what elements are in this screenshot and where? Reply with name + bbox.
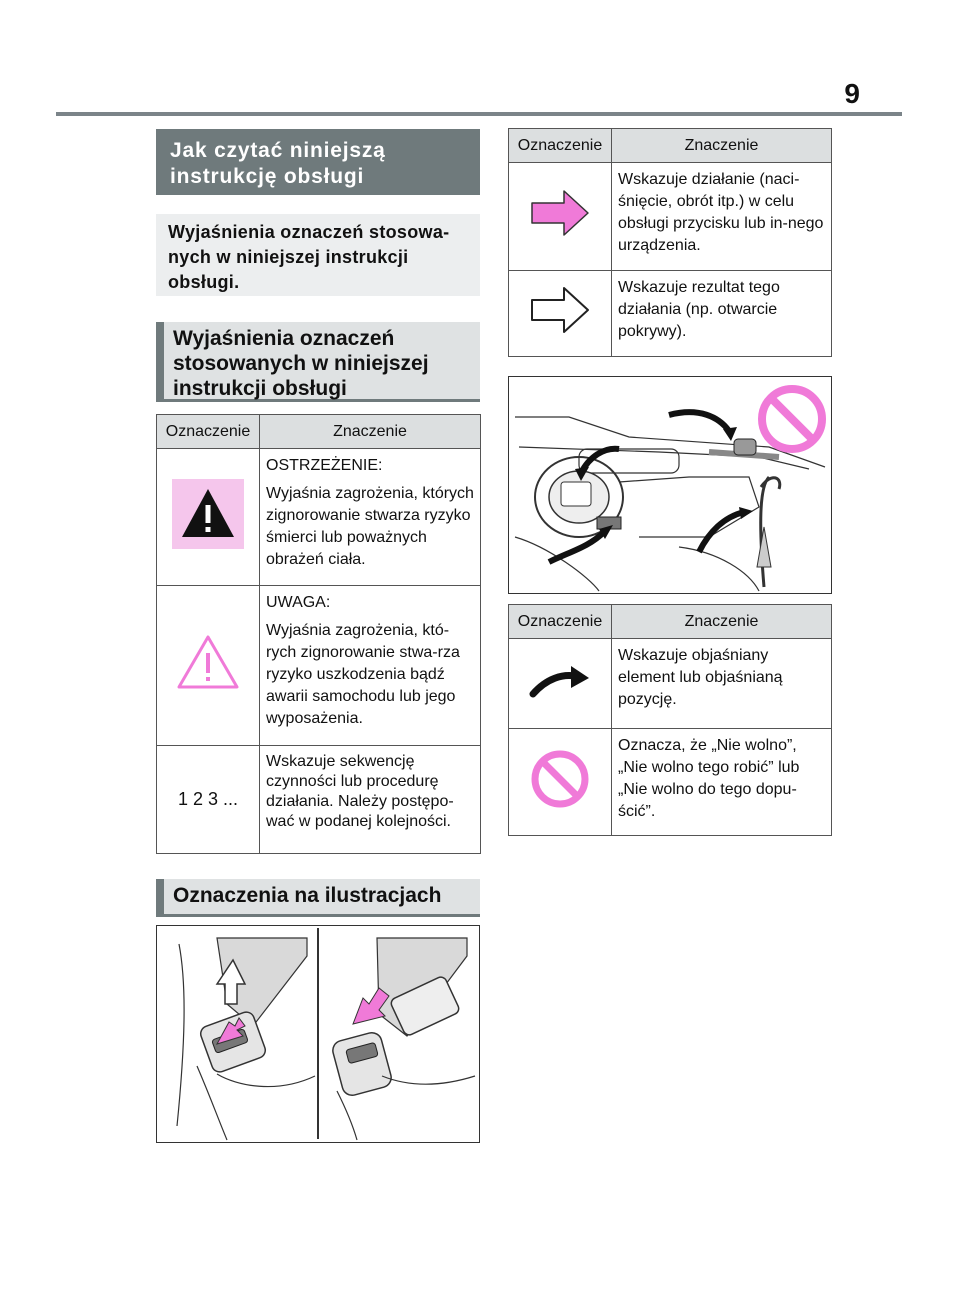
col-header-symbol: Oznaczenie <box>509 129 612 163</box>
section-heading-illustrations: Oznaczenia na ilustracjach <box>156 879 480 917</box>
seatbelt-buckle-drawing <box>157 926 478 1141</box>
outline-result-arrow-icon <box>530 286 590 334</box>
illustration-marks-table <box>508 604 832 836</box>
table-header-row <box>509 129 832 163</box>
table-row <box>157 586 481 746</box>
table-row <box>157 449 481 586</box>
table-row <box>509 271 832 357</box>
curved-pointer-arrow-icon <box>529 660 591 700</box>
prohibition-sign-icon <box>528 747 592 811</box>
col-header-meaning: Znaczenie <box>612 605 832 639</box>
col-header-meaning: Znaczenie <box>260 415 481 449</box>
table-header-row <box>509 605 832 639</box>
caution-text: Wyjaśnia zagrożenia, któ-rych zignorowanie stwa-rza ryzyko uszkodzenia bądź awarii samochodu lub jego wyposażenia. <box>266 622 460 727</box>
warning-text: Wyjaśnia zagrożenia, których zignorowanie stwarza ryzyko śmierci lub poważnych obrażeń ciała. <box>266 485 474 568</box>
sequence-text: Wskazuje sekwencję czynności lub procedurę działania. Należy postępo-wać w podanej kolejności. <box>266 753 454 830</box>
intro-text: Wyjaśnienia oznaczeń stosowa-nych w niniejszej instrukcji obsługi. <box>156 214 480 296</box>
page-number: 9 <box>844 78 860 109</box>
action-arrow-text: Wskazuje działanie (naci-śnięcie, obrót itp.) w celu obsługi przycisku lub in-nego urządzenia. <box>618 171 824 254</box>
result-arrow-text: Wskazuje rezultat tego działania (np. otwarcie pokrywy). <box>618 279 780 340</box>
table-row <box>509 729 832 836</box>
prohibition-text: Oznacza, że „Nie wolno”, „Nie wolno tego robić” lub „Nie wolno do tego dopu-ścić”. <box>618 737 800 820</box>
col-header-symbol: Oznaczenie <box>157 415 260 449</box>
top-rule <box>56 112 902 116</box>
caution-title: UWAGA: <box>266 594 331 611</box>
table-row <box>157 746 481 854</box>
sequence-numbers-icon: 1 2 3 ... <box>177 788 239 809</box>
table-row <box>509 639 832 729</box>
seatbelt-illustration <box>156 925 480 1143</box>
table-row <box>509 163 832 271</box>
pointer-arrow-text: Wskazuje objaśniany element lub objaśnianą pozycję. <box>618 647 783 708</box>
dashboard-drawing <box>509 377 830 592</box>
table-header-row <box>157 415 481 449</box>
warning-filled-triangle-icon <box>172 479 244 549</box>
caution-outline-triangle-icon <box>175 633 241 691</box>
warning-title: OSTRZEŻENIE: <box>266 457 383 474</box>
action-arrows-table <box>508 128 832 357</box>
pink-action-arrow-icon <box>530 189 590 237</box>
chapter-banner: Jak czytać niniejszą instrukcję obsługi <box>156 129 480 195</box>
col-header-meaning: Znaczenie <box>612 129 832 163</box>
symbols-table <box>156 414 481 854</box>
section-heading-symbols: Wyjaśnienia oznaczeń stosowanych w niniejszej instrukcji obsługi <box>156 322 480 402</box>
dashboard-illustration <box>508 376 832 594</box>
col-header-symbol: Oznaczenie <box>509 605 612 639</box>
